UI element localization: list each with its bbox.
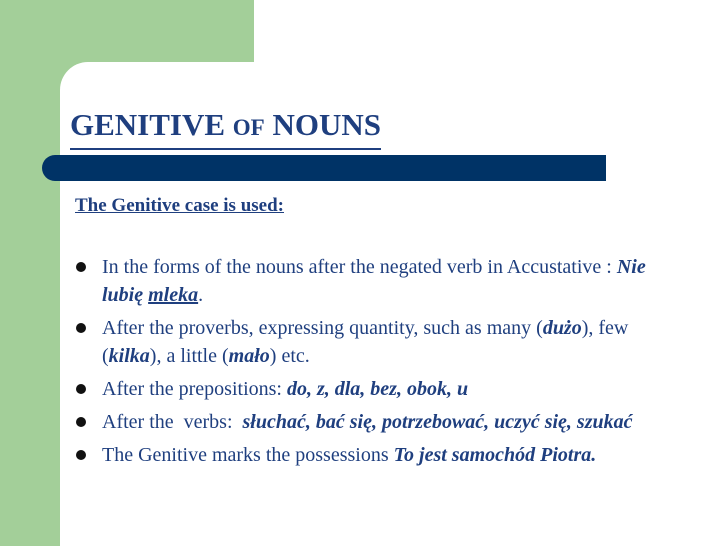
- bullet-2-text-4: ) etc.: [269, 345, 310, 367]
- bullet-1-end: .: [198, 284, 204, 306]
- bullet-1-text: In the forms of the nouns after the negated verb in Accustative :: [102, 256, 617, 278]
- bullet-2-text-2: ), few (: [102, 317, 629, 367]
- bullet-2-example-2: kilka: [108, 345, 150, 367]
- bullet-2-example-1: dużo: [542, 317, 582, 339]
- bullet-dot-icon: [76, 323, 86, 333]
- bullet-1-example: Nie lubię: [102, 256, 646, 306]
- bullet-dot-icon: [76, 262, 86, 272]
- bullet-2-text-1: After the proverbs, expressing quantity, such as many (: [102, 317, 543, 339]
- bullet-2-text-3: ), a little (: [149, 345, 229, 367]
- bullet-dot-icon: [76, 384, 86, 394]
- bullet-item-1: [75, 253, 655, 309]
- bullet-item-2: [75, 314, 655, 370]
- slide-title: [70, 105, 381, 150]
- bullet-5-example: To jest samochód Piotra.: [393, 444, 597, 466]
- bullet-list: [75, 253, 655, 474]
- title-part-2: NOUNS: [264, 107, 382, 142]
- bullet-3-text: After the prepositions:: [102, 378, 287, 400]
- slide-subtitle: The Genitive case is used:: [75, 195, 284, 216]
- bullet-item-3: [75, 375, 655, 403]
- bullet-dot-icon: [76, 450, 86, 460]
- bullet-5-text: The Genitive marks the possessions: [102, 444, 394, 466]
- title-divider-bar: [42, 155, 606, 181]
- bullet-4-text: After the verbs:: [102, 411, 243, 433]
- title-part-1: GENITIVE: [70, 107, 233, 142]
- bullet-4-example: słuchać, bać się, potrzebować, uczyć się, szukać: [242, 411, 633, 433]
- bullet-1-example-underlined: mleka: [148, 284, 199, 306]
- title-of: OF: [232, 115, 265, 140]
- bullet-3-example: do, z, dla, bez, obok, u: [286, 378, 469, 400]
- bullet-2-example-3: mało: [228, 345, 270, 367]
- bullet-item-4: [75, 408, 655, 436]
- bullet-dot-icon: [76, 417, 86, 427]
- bullet-item-5: [75, 441, 655, 469]
